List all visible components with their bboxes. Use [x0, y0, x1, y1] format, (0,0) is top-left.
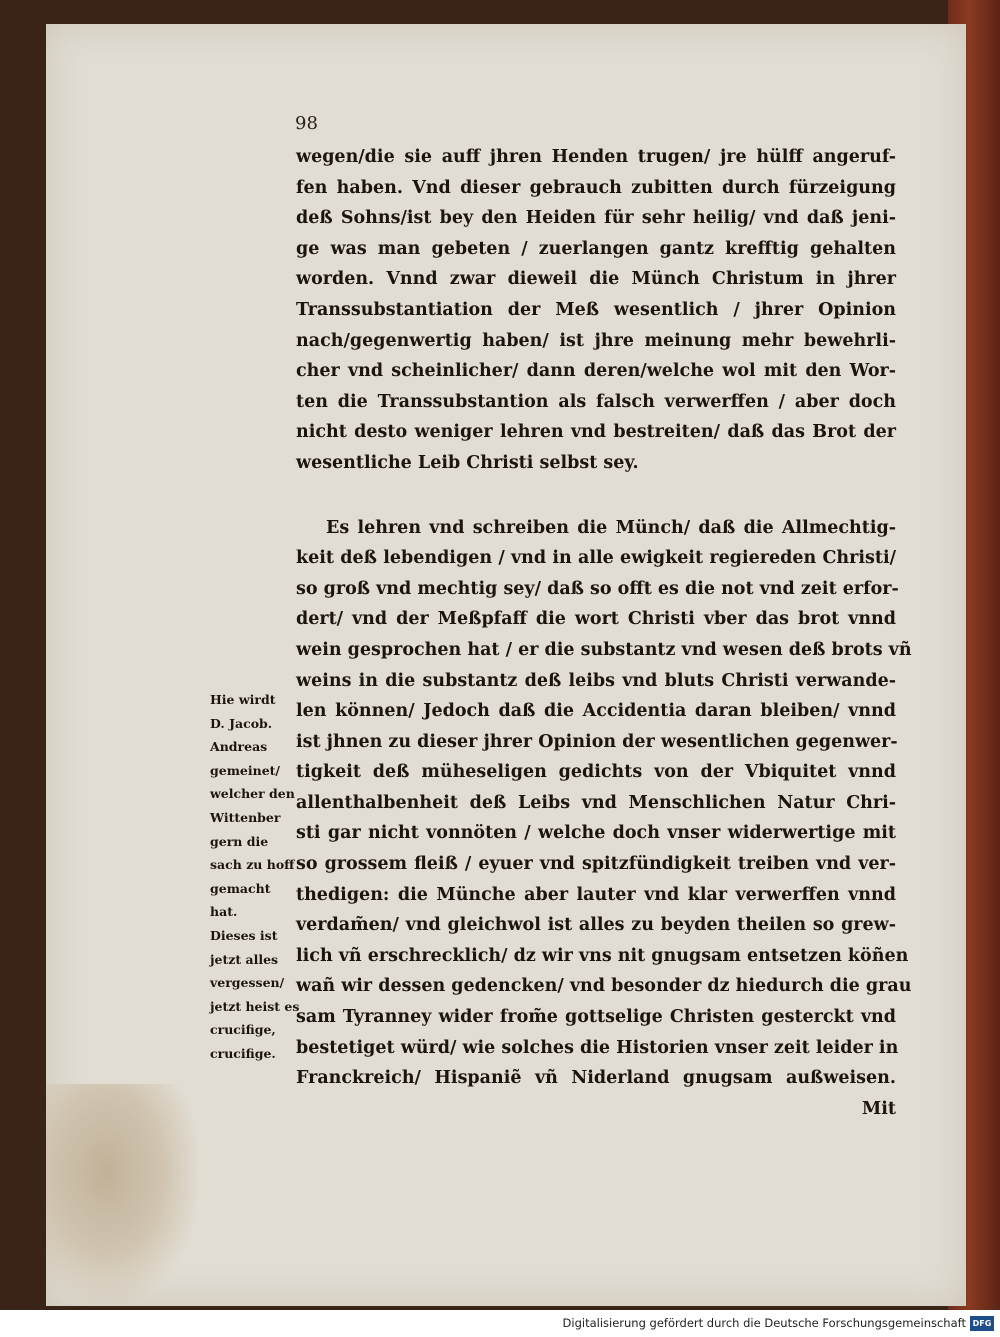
- text-line: bestetiget würd/ wie solches die Historien vnser zeit leider in: [296, 1037, 899, 1058]
- text-line: deß Sohns/ist bey den Heiden für sehr heilig/ vnd daß jeni-: [296, 208, 896, 229]
- dfg-logo-icon: DFG: [970, 1316, 994, 1331]
- margin-line: sach zu hoff: [210, 857, 295, 873]
- margin-line: Dieses ist: [210, 927, 278, 943]
- margin-line: vergessen/: [210, 975, 285, 991]
- text-line: cher vnd scheinlicher/ dann deren/welche wol mit den Wor-: [296, 361, 896, 382]
- margin-line: hat.: [210, 904, 238, 920]
- paper-stain: [46, 1084, 196, 1304]
- text-line: sti gar nicht vonnöten / welche doch vnser widerwertige mit: [296, 823, 896, 844]
- text-line: dert/ vnd der Meßpfaff die wort Christi vber das brot vnnd: [296, 609, 896, 630]
- margin-line: crucifige,: [210, 1022, 276, 1038]
- footer-text: Digitalisierung gefördert durch die Deutsche Forschungsgemeinschaft: [562, 1316, 966, 1330]
- text-line: allenthalbenheit deß Leibs vnd Menschlichen Natur Chri-: [296, 792, 896, 813]
- text-line: ge was man gebeten / zuerlangen gantz krefftig gehalten: [296, 238, 896, 259]
- text-line: Transsubstantiation der Meß wesentlich / jhrer Opinion: [296, 299, 896, 320]
- text-line: verdam̃en/ vnd gleichwol ist alles zu beyden theilen so grew-: [296, 915, 896, 936]
- text-line: fen haben. Vnd dieser gebrauch zubitten durch fürzeigung: [296, 177, 896, 198]
- page-number: 98: [295, 113, 318, 134]
- margin-line: Andreas: [210, 739, 268, 755]
- margin-note: [210, 688, 300, 1066]
- margin-line: crucifige.: [210, 1045, 276, 1061]
- text-line: so groß vnd mechtig sey/ daß so offt es die not vnd zeit erfor-: [296, 578, 899, 599]
- text-line: nach/gegenwertig haben/ ist jhre meinung mehr bewehrli-: [296, 330, 896, 351]
- text-line: len können/ Jedoch daß die Accidentia daran bleiben/ vnnd: [296, 701, 896, 722]
- margin-line: gern die: [210, 833, 269, 849]
- text-line: wein gesprochen hat / er die substantz vnd wesen deß brots vñ: [296, 639, 912, 660]
- text-line: worden. Vnnd zwar dieweil die Münch Christum in jhrer: [296, 269, 896, 290]
- text-line: tigkeit deß müheseligen gedichts von der Vbiquitet vnnd: [296, 762, 896, 783]
- paragraph-1: [296, 142, 896, 479]
- text-line: sam Tyranney wider from̃e gottselige Christen gesterckt vnd: [296, 1007, 896, 1028]
- paragraph-2: [296, 513, 912, 1125]
- margin-line: welcher den: [210, 786, 295, 802]
- margin-line: D. Jacob.: [210, 715, 273, 731]
- text-line: keit deß lebendigen / vnd in alle ewigkeit regiereden Christi/: [296, 548, 896, 569]
- funding-footer: [0, 1310, 1000, 1337]
- margin-line: gemacht: [210, 880, 271, 896]
- catchword: Mit: [861, 1098, 896, 1119]
- margin-line: jetzt alles: [210, 951, 279, 967]
- text-line: weins in die substantz deß leibs vnd bluts Christi verwande-: [296, 670, 896, 691]
- text-line: ten die Transsubstantion als falsch verwerffen / aber doch: [296, 391, 896, 412]
- text-line: wañ wir dessen gedencken/ vnd besonder dz hiedurch die grau: [296, 976, 912, 997]
- text-line: ist jhnen zu dieser jhrer Opinion der wesentlichen gegenwer-: [296, 731, 898, 752]
- text-line: thedigen: die Münche aber lauter vnd klar verwerffen vnnd: [296, 884, 896, 905]
- text-line: wegen/die sie auff jhren Henden trugen/ jre hülff angeruf-: [296, 147, 896, 167]
- text-line: so grossem fleiß / eyuer vnd spitzfündigkeit treiben vnd ver-: [296, 854, 896, 875]
- margin-line: gemeinet/: [210, 762, 281, 778]
- margin-line: Wittenber: [210, 809, 281, 825]
- text-line: Franckreich/ Hispaniẽ vñ Niderland gnugsam außweisen.: [296, 1068, 896, 1089]
- text-line: nicht desto weniger lehren vnd bestreiten/ daß das Brot der: [296, 422, 896, 443]
- main-text: [296, 142, 912, 1124]
- text-line: wesentliche Leib Christi selbst sey.: [296, 452, 639, 473]
- margin-line: Hie wirdt: [210, 692, 276, 707]
- text-line: Es lehren vnd schreiben die Münch/ daß die Allmechtig-: [326, 517, 896, 538]
- text-line: lich vñ erschrecklich/ dz wir vns nit gnugsam entsetzen köñen: [296, 945, 909, 966]
- margin-line: jetzt heist es: [210, 998, 300, 1014]
